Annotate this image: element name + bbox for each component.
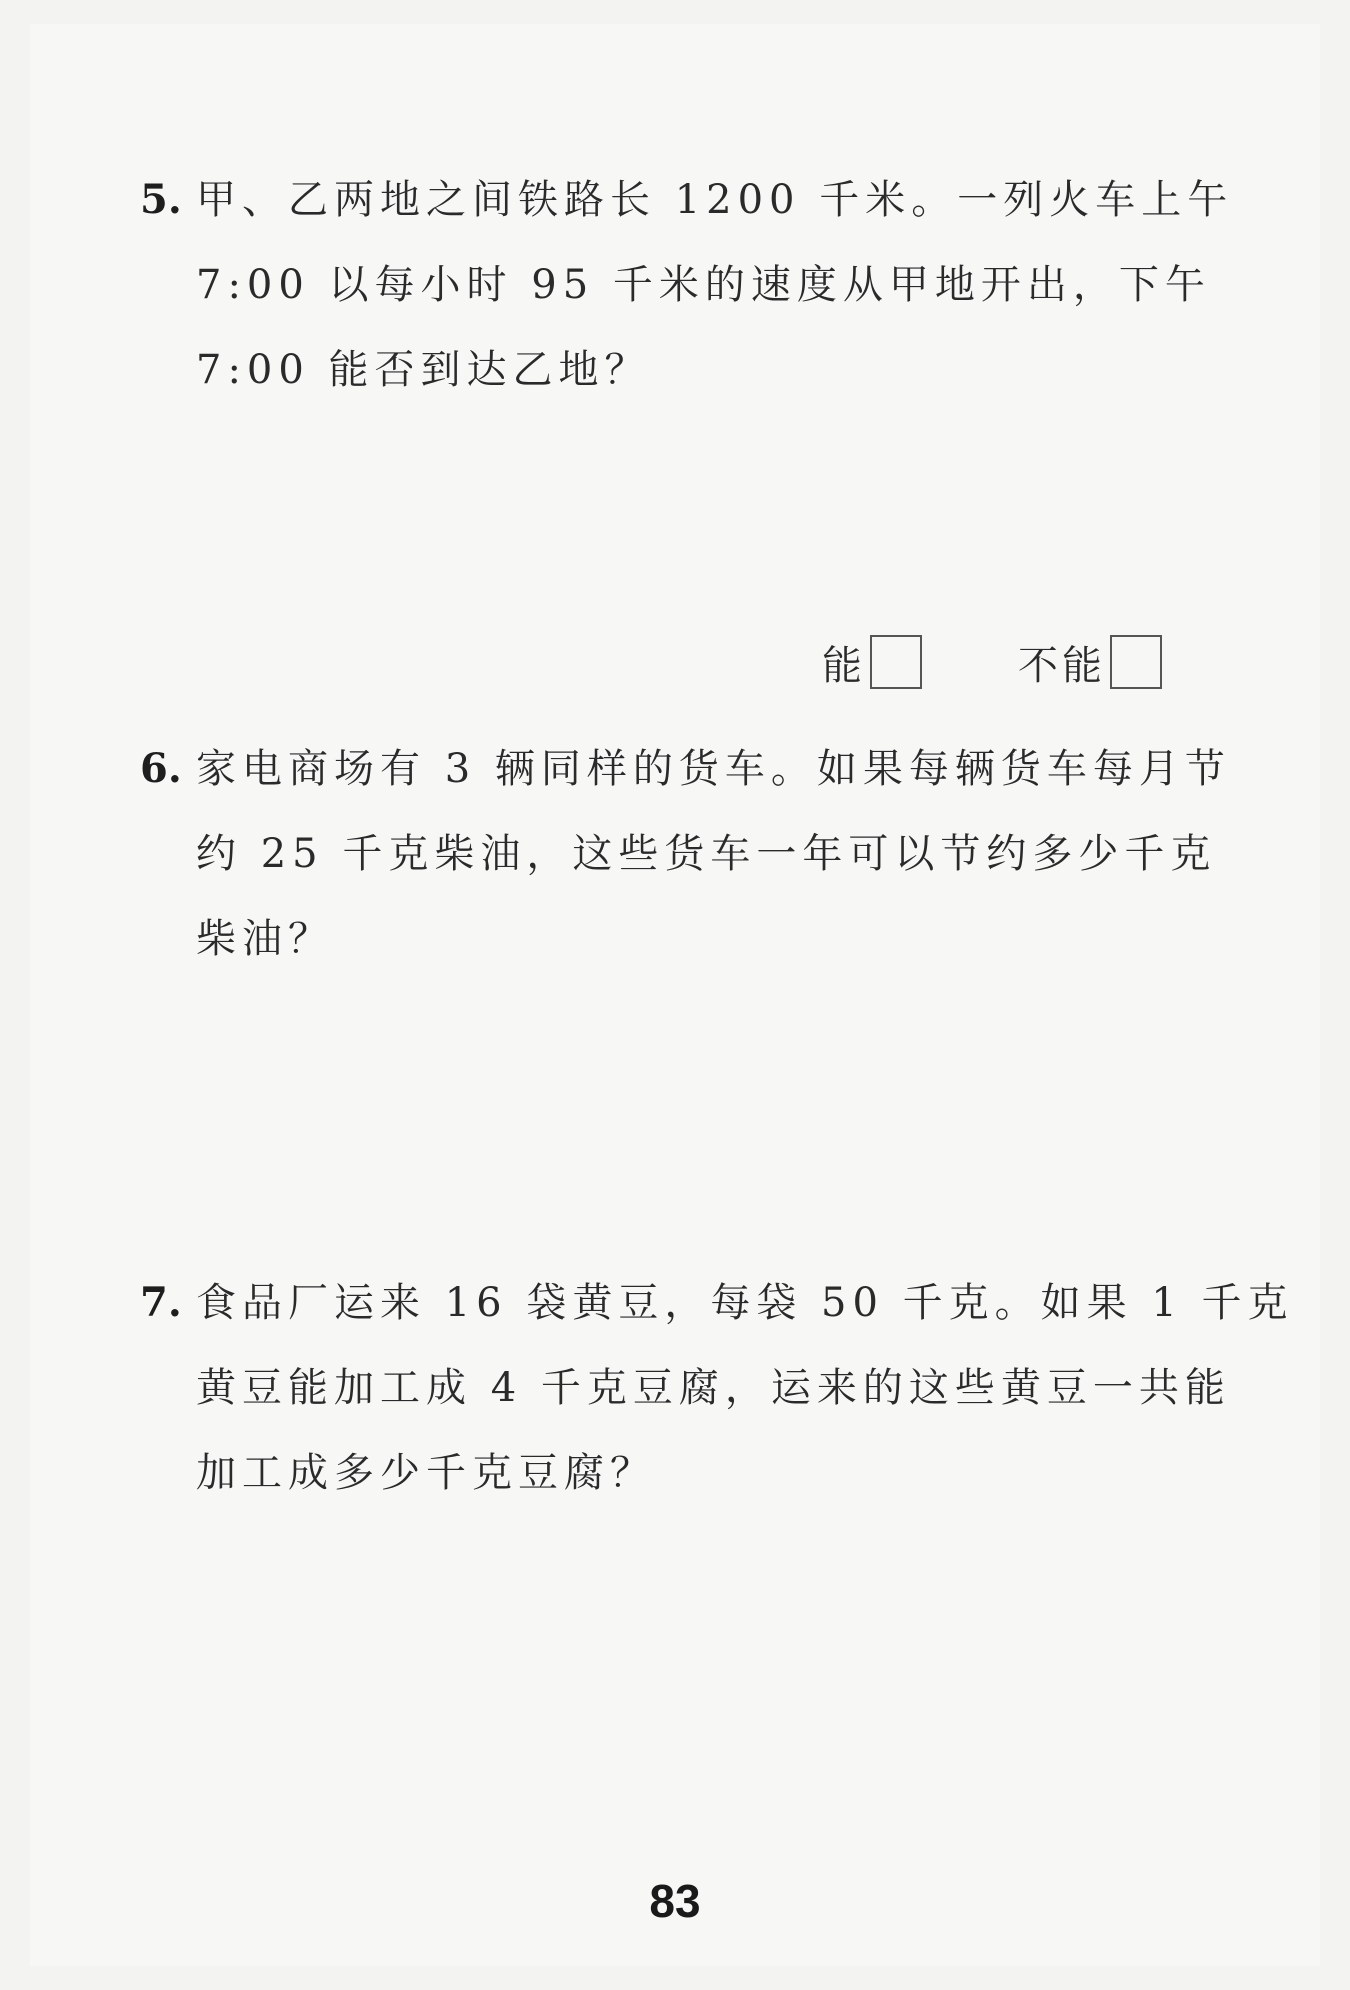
choice-no-label: 不能 bbox=[1018, 642, 1106, 689]
answer-choices bbox=[822, 632, 1162, 692]
problem-number: 7. bbox=[140, 1279, 182, 1326]
problem-text-line: 食品厂运来 16 袋黄豆，每袋 50 千克。如果 1 千克 bbox=[196, 1280, 1294, 1326]
problem-text-line: 家电商场有 3 辆同样的货车。如果每辆货车每月节 bbox=[196, 746, 1231, 792]
problem-number: 5. bbox=[140, 176, 182, 223]
choice-no-checkbox[interactable] bbox=[1110, 635, 1162, 689]
choice-yes bbox=[822, 634, 922, 691]
problem-number: 6. bbox=[140, 745, 182, 792]
problem-text-line: 加工成多少千克豆腐？ bbox=[196, 1450, 656, 1496]
problem-text-line: 7:00 能否到达乙地？ bbox=[196, 347, 651, 393]
choice-no bbox=[1018, 634, 1162, 691]
problem-text-line: 柴油？ bbox=[196, 916, 334, 962]
page-number: 83 bbox=[649, 1875, 701, 1927]
problem-text-line: 7:00 以每小时 95 千米的速度从甲地开出，下午 bbox=[196, 262, 1211, 308]
problem-text-line: 甲、乙两地之间铁路长 1200 千米。一列火车上午 bbox=[196, 177, 1234, 223]
worksheet-page bbox=[30, 24, 1320, 1966]
choice-yes-checkbox[interactable] bbox=[870, 635, 922, 689]
choice-yes-label: 能 bbox=[822, 642, 866, 689]
problem-text-line: 约 25 千克柴油，这些货车一年可以节约多少千克 bbox=[196, 831, 1217, 877]
problem-text-line: 黄豆能加工成 4 千克豆腐，运来的这些黄豆一共能 bbox=[196, 1365, 1231, 1411]
